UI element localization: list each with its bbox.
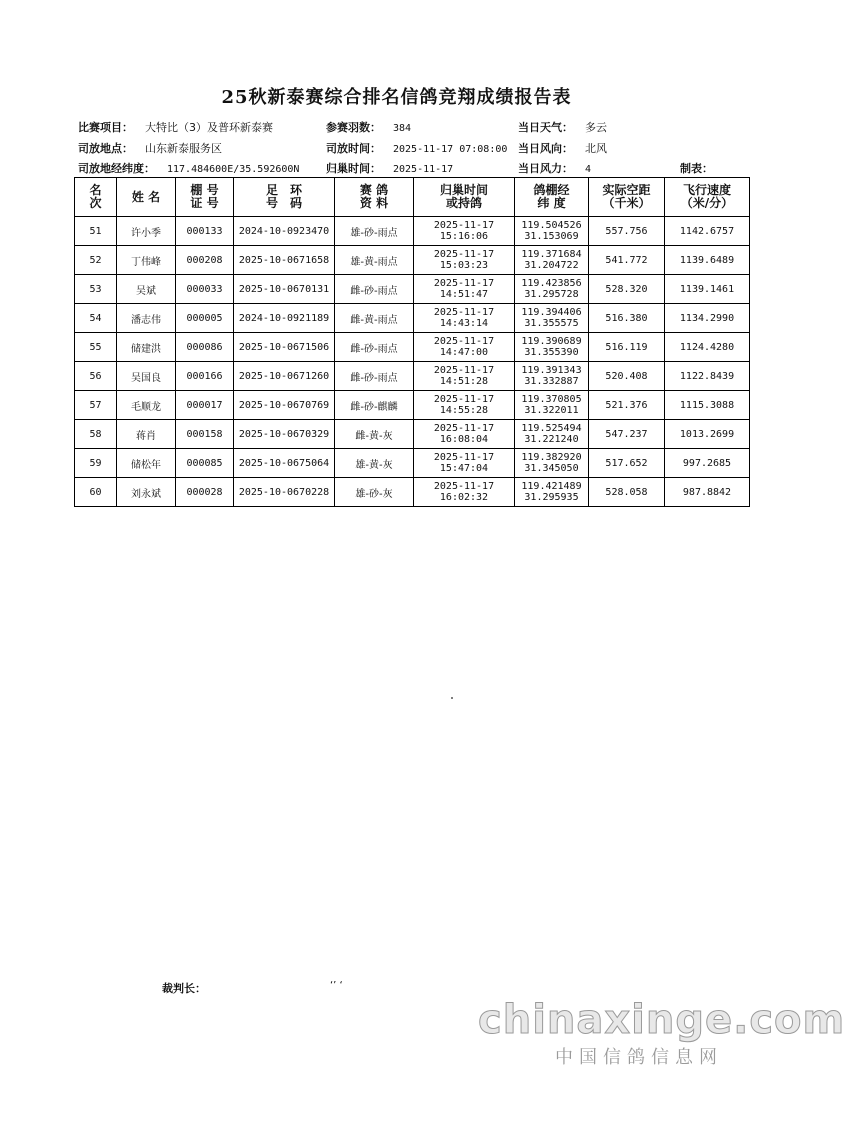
cell-distance: 528.058 (589, 478, 665, 507)
cell-loft-id: 000005 (176, 304, 234, 333)
cell-pigeon: 雄-黄-灰 (335, 449, 414, 478)
cell-loft-coord: 119.421489 31.295935 (515, 478, 589, 507)
cell-name: 蒋肖 (117, 420, 176, 449)
cell-arrival: 2025-11-17 15:03:23 (414, 246, 515, 275)
info-weather: 当日天气： 多云 (518, 121, 607, 134)
cell-distance: 516.119 (589, 333, 665, 362)
cell-loft-coord: 119.371684 31.204722 (515, 246, 589, 275)
cell-distance: 557.756 (589, 217, 665, 246)
cell-loft-coord: 119.423856 31.295728 (515, 275, 589, 304)
cell-rank: 52 (75, 246, 117, 275)
info-wind-direction: 当日风向： 北风 (518, 142, 607, 155)
cell-rank: 53 (75, 275, 117, 304)
cell-ring: 2025-10-0670329 (234, 420, 335, 449)
cell-arrival: 2025-11-17 14:47:00 (414, 333, 515, 362)
cell-ring: 2025-10-0670228 (234, 478, 335, 507)
cell-arrival: 2025-11-17 14:51:28 (414, 362, 515, 391)
info-project: 比赛项目： 大特比（3）及普环新泰赛 (78, 121, 273, 134)
cell-distance: 541.772 (589, 246, 665, 275)
cell-arrival: 2025-11-17 15:47:04 (414, 449, 515, 478)
table-row (75, 304, 750, 333)
cell-distance: 517.652 (589, 449, 665, 478)
cell-name: 许小季 (117, 217, 176, 246)
cell-loft-id: 000166 (176, 362, 234, 391)
cell-loft-coord: 119.370805 31.322011 (515, 391, 589, 420)
cell-loft-coord: 119.394406 31.355575 (515, 304, 589, 333)
info-coordinates: 司放地经纬度： 117.484600E/35.592600N (78, 162, 300, 175)
cell-ring: 2025-10-0670769 (234, 391, 335, 420)
cell-name: 储松年 (117, 449, 176, 478)
header-loft-coord: 鸽棚经 纬 度 (515, 178, 589, 217)
table-row (75, 420, 750, 449)
cell-name: 丁伟峰 (117, 246, 176, 275)
header-loft-id: 棚 号 证 号 (176, 178, 234, 217)
cell-pigeon: 雌-砂-雨点 (335, 362, 414, 391)
cell-speed: 1124.4280 (665, 333, 750, 362)
cell-rank: 57 (75, 391, 117, 420)
header-distance: 实际空距 （千米） (589, 178, 665, 217)
judge-label: 裁判长： (162, 982, 206, 995)
cell-ring: 2024-10-0923470 (234, 217, 335, 246)
cell-distance: 516.380 (589, 304, 665, 333)
table-row (75, 478, 750, 507)
cell-ring: 2025-10-0671506 (234, 333, 335, 362)
cell-speed: 1122.8439 (665, 362, 750, 391)
cell-pigeon: 雌-黄-雨点 (335, 304, 414, 333)
cell-pigeon: 雄-砂-灰 (335, 478, 414, 507)
cell-loft-coord: 119.525494 31.221240 (515, 420, 589, 449)
header-arrival: 归巢时间 或持鸽 (414, 178, 515, 217)
header-speed: 飞行速度 （米/分） (665, 178, 750, 217)
cell-distance: 547.237 (589, 420, 665, 449)
cell-distance: 521.376 (589, 391, 665, 420)
watermark-name: 中国信鸽信息网 (555, 1047, 723, 1068)
cell-loft-id: 000033 (176, 275, 234, 304)
cell-loft-id: 000028 (176, 478, 234, 507)
info-count: 参赛羽数： 384 (326, 121, 412, 134)
judge-signature: ‘’ ‘ (330, 980, 343, 991)
cell-name: 吴斌 (117, 275, 176, 304)
info-maker: 制表： (680, 162, 713, 175)
cell-pigeon: 雌-砂-麒麟 (335, 391, 414, 420)
cell-pigeon: 雄-黄-雨点 (335, 246, 414, 275)
table-row (75, 275, 750, 304)
cell-pigeon: 雄-砂-雨点 (335, 217, 414, 246)
cell-ring: 2025-10-0671658 (234, 246, 335, 275)
cell-loft-id: 000158 (176, 420, 234, 449)
table-row (75, 333, 750, 362)
cell-arrival: 2025-11-17 16:08:04 (414, 420, 515, 449)
cell-speed: 1134.2990 (665, 304, 750, 333)
cell-rank: 56 (75, 362, 117, 391)
cell-loft-coord: 119.504526 31.153069 (515, 217, 589, 246)
cell-speed: 1013.2699 (665, 420, 750, 449)
cell-speed: 987.8842 (665, 478, 750, 507)
cell-pigeon: 雌-砂-雨点 (335, 275, 414, 304)
cell-loft-id: 000085 (176, 449, 234, 478)
table-row (75, 391, 750, 420)
cell-speed: 1142.6757 (665, 217, 750, 246)
cell-name: 刘永斌 (117, 478, 176, 507)
cell-arrival: 2025-11-17 14:55:28 (414, 391, 515, 420)
cell-rank: 58 (75, 420, 117, 449)
table-row (75, 449, 750, 478)
table-row (75, 217, 750, 246)
scan-speck (451, 697, 453, 699)
cell-speed: 1139.6489 (665, 246, 750, 275)
cell-arrival: 2025-11-17 16:02:32 (414, 478, 515, 507)
cell-speed: 1115.3088 (665, 391, 750, 420)
cell-distance: 528.320 (589, 275, 665, 304)
cell-arrival: 2025-11-17 14:51:47 (414, 275, 515, 304)
info-wind-force: 当日风力： 4 (518, 162, 592, 175)
cell-ring: 2025-10-0671260 (234, 362, 335, 391)
cell-loft-coord: 119.391343 31.332887 (515, 362, 589, 391)
info-place: 司放地点： 山东新泰服务区 (78, 142, 222, 155)
cell-pigeon: 雌-黄-灰 (335, 420, 414, 449)
cell-ring: 2024-10-0921189 (234, 304, 335, 333)
cell-ring: 2025-10-0675064 (234, 449, 335, 478)
cell-rank: 54 (75, 304, 117, 333)
cell-name: 吴国良 (117, 362, 176, 391)
cell-ring: 2025-10-0670131 (234, 275, 335, 304)
cell-arrival: 2025-11-17 14:43:14 (414, 304, 515, 333)
cell-loft-coord: 119.390689 31.355390 (515, 333, 589, 362)
cell-loft-coord: 119.382920 31.345050 (515, 449, 589, 478)
cell-speed: 997.2685 (665, 449, 750, 478)
cell-loft-id: 000086 (176, 333, 234, 362)
cell-name: 潘志伟 (117, 304, 176, 333)
cell-loft-id: 000133 (176, 217, 234, 246)
results-table (74, 177, 750, 507)
table-row (75, 362, 750, 391)
info-return-time: 归巢时间： 2025-11-17 (326, 162, 454, 175)
header-ring: 足 环 号 码 (234, 178, 335, 217)
header-name: 姓 名 (117, 178, 176, 217)
info-release-time: 司放时间： 2025-11-17 07:08:00 (326, 142, 508, 155)
watermark-site: chinaxinge.com (478, 997, 845, 1043)
report-title: 25秋新泰赛综合排名信鸽竞翔成绩报告表 (221, 87, 572, 108)
cell-rank: 55 (75, 333, 117, 362)
cell-name: 储建洪 (117, 333, 176, 362)
cell-rank: 59 (75, 449, 117, 478)
cell-loft-id: 000208 (176, 246, 234, 275)
cell-distance: 520.408 (589, 362, 665, 391)
table-header-row (75, 178, 750, 217)
cell-rank: 51 (75, 217, 117, 246)
header-pigeon: 赛 鸽 资 料 (335, 178, 414, 217)
cell-pigeon: 雌-砂-雨点 (335, 333, 414, 362)
cell-rank: 60 (75, 478, 117, 507)
cell-name: 毛顺龙 (117, 391, 176, 420)
cell-speed: 1139.1461 (665, 275, 750, 304)
cell-arrival: 2025-11-17 15:16:06 (414, 217, 515, 246)
header-rank: 名 次 (75, 178, 117, 217)
cell-loft-id: 000017 (176, 391, 234, 420)
table-row (75, 246, 750, 275)
